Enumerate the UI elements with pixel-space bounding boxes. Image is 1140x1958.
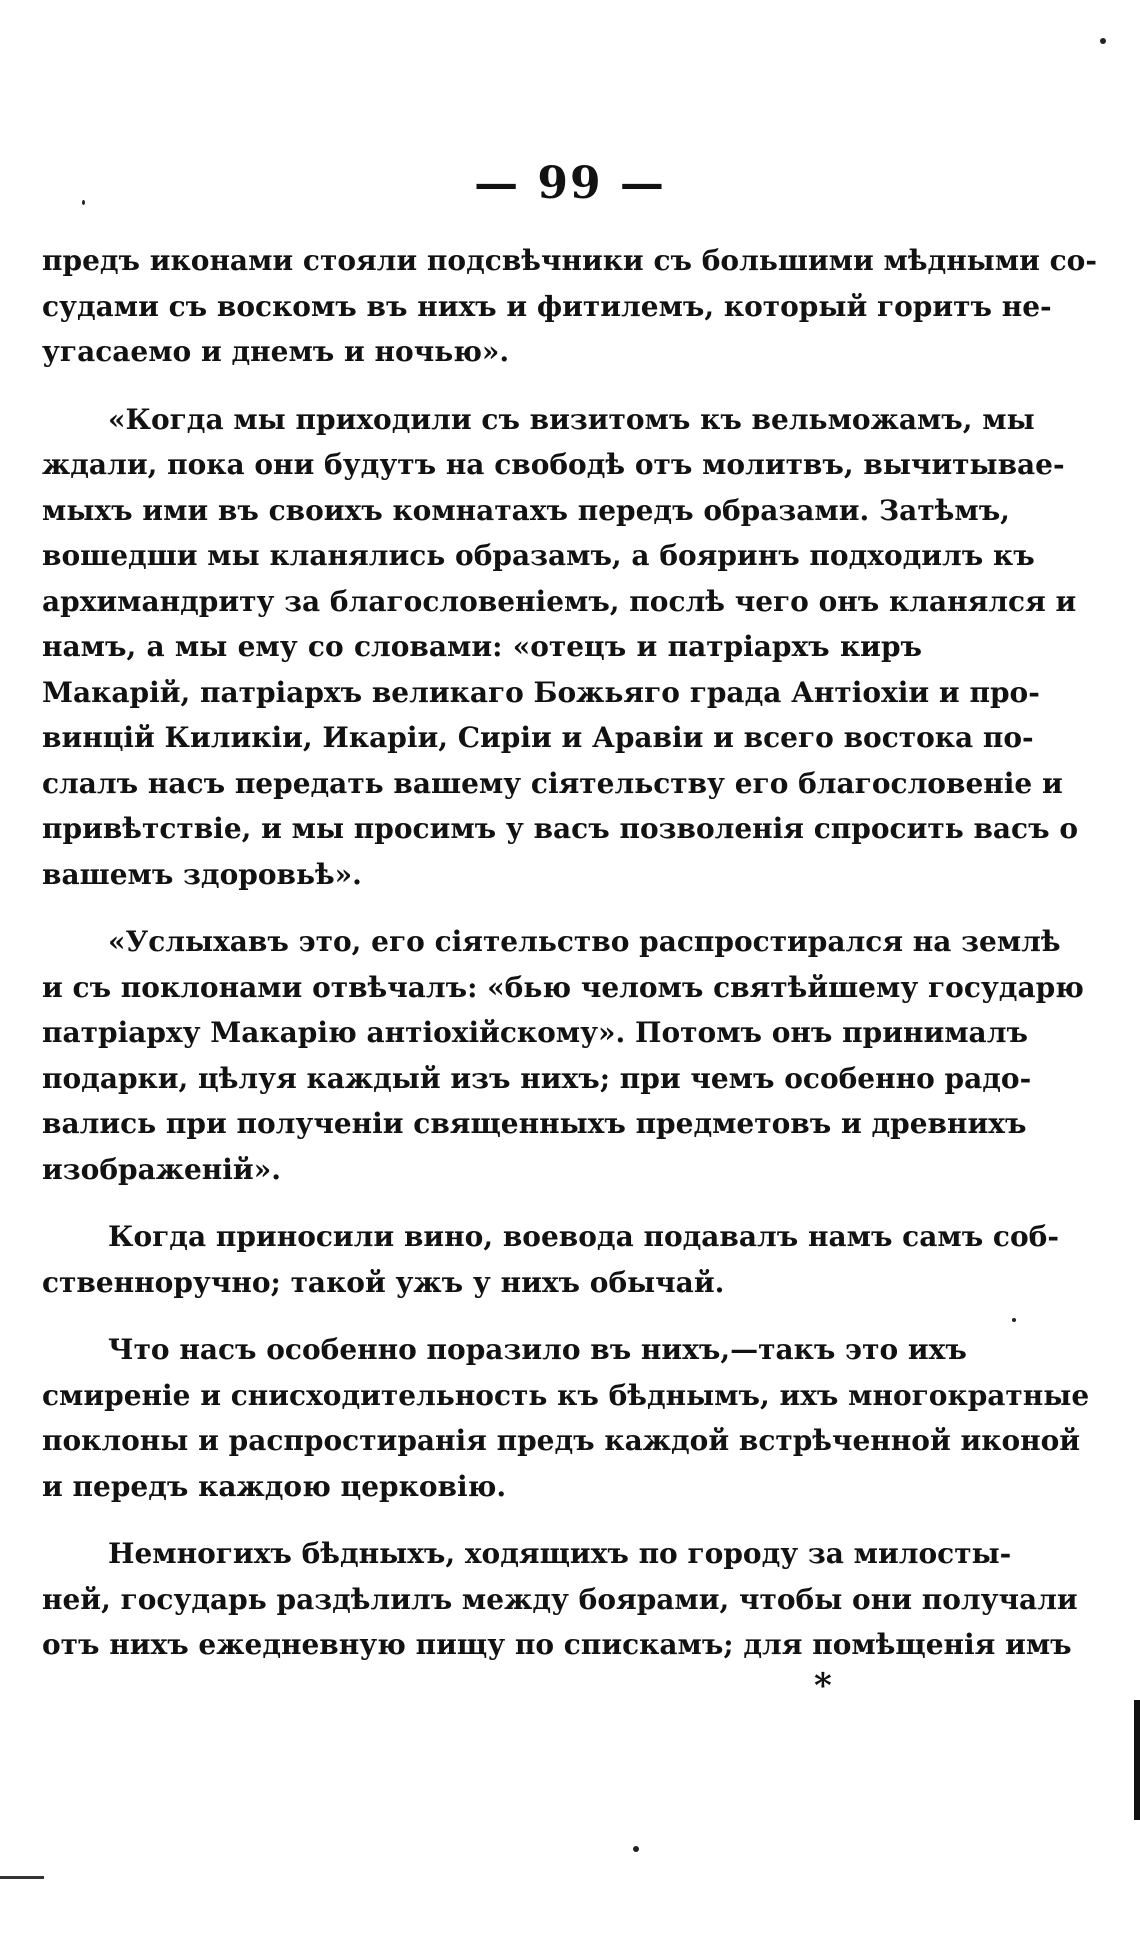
text-line: отъ нихъ ежедневную пищу по спискамъ; для помѣщенія имъ [42,1628,1072,1661]
text-line: вались при полученіи священныхъ предметовъ и древнихъ [42,1107,1027,1140]
text-line: поклоны и распростиранія предъ каждой встрѣченной иконой [42,1424,1081,1457]
text-line: слалъ насъ передать вашему сіятельству его благословеніе и [42,766,1063,800]
text-line: судами съ воскомъ въ нихъ и фитилемъ, который горитъ не- [42,289,1052,323]
scan-speck [82,200,85,205]
text-line: угасаемо и днемъ и ночью». [42,335,510,368]
text-line: ней, государь раздѣлилъ между боярами, чтобы они получали [42,1582,1078,1616]
text-line: Когда приносили вино, воевода подавалъ намъ самъ соб- [108,1220,1059,1253]
paragraph [42,397,1078,898]
scan-speck [633,1846,639,1852]
text-line: ждали, пока они будутъ на свободѣ отъ молитвъ, вычитывае- [42,448,1065,481]
text-line: Макарій, патріархъ великаго Божьяго града Антіохіи и про- [42,675,1040,709]
paragraph [42,1327,1090,1509]
footnote-marker: * [814,1666,832,1706]
text-line: Немногихъ бѣдныхъ, ходящихъ по городу за милосты- [108,1537,1012,1570]
text-line: и передъ каждою церковію. [42,1469,507,1503]
text-line: ственноручно; такой ужъ у нихъ обычай. [42,1265,725,1299]
scan-speck [1100,38,1106,44]
text-line: подарки, цѣлуя каждый изъ нихъ; при чемъ особенно радо- [42,1061,1032,1095]
paragraph [42,919,1084,1192]
text-line: винцій Киликіи, Икаріи, Сиріи и Аравіи и всего востока по- [42,721,1034,754]
text-line: «Услыхавъ это, его сіятельство распростирался на землѣ [108,925,1061,958]
scan-speck [1012,1318,1016,1322]
text-line: Что насъ особенно поразило въ нихъ,—такъ это ихъ [108,1333,967,1366]
text-line: привѣтствіе, и мы просимъ у васъ позволенія спросить васъ о [42,812,1078,845]
text-line: изображеній». [42,1152,281,1186]
text-line: и съ поклонами отвѣчалъ: «бью челомъ святѣйшему государю [42,970,1084,1004]
paragraph [42,1214,1059,1305]
paragraph [42,1531,1078,1668]
text-line: вошедши мы кланялись образамъ, а бояринъ подходилъ къ [42,539,1035,572]
text-line: предъ иконами стояли подсвѣчники съ большими мѣдными со- [42,244,1097,277]
body-text [42,238,1097,1668]
scan-edge [0,1876,44,1879]
text-line: намъ, а мы ему со словами: «отецъ и патріархъ киръ [42,630,922,663]
page-number: — 99 — [474,158,666,209]
paragraph [42,238,1097,375]
text-line: патріарху Макарію антіохійскому». Потомъ онъ принималъ [42,1016,1028,1049]
text-line: «Когда мы приходили съ визитомъ къ вельможамъ, мы [108,402,1035,436]
scan-edge [1134,1700,1140,1820]
text-line: мыхъ ими въ своихъ комнатахъ передъ образами. Затѣмъ, [42,493,1010,527]
text-line: архимандриту за благословеніемъ, послѣ чего онъ кланялся и [42,584,1077,618]
text-line: вашемъ здоровьѣ». [42,857,362,891]
text-line: смиреніе и снисходительность къ бѣднымъ, ихъ многократные [42,1378,1090,1412]
